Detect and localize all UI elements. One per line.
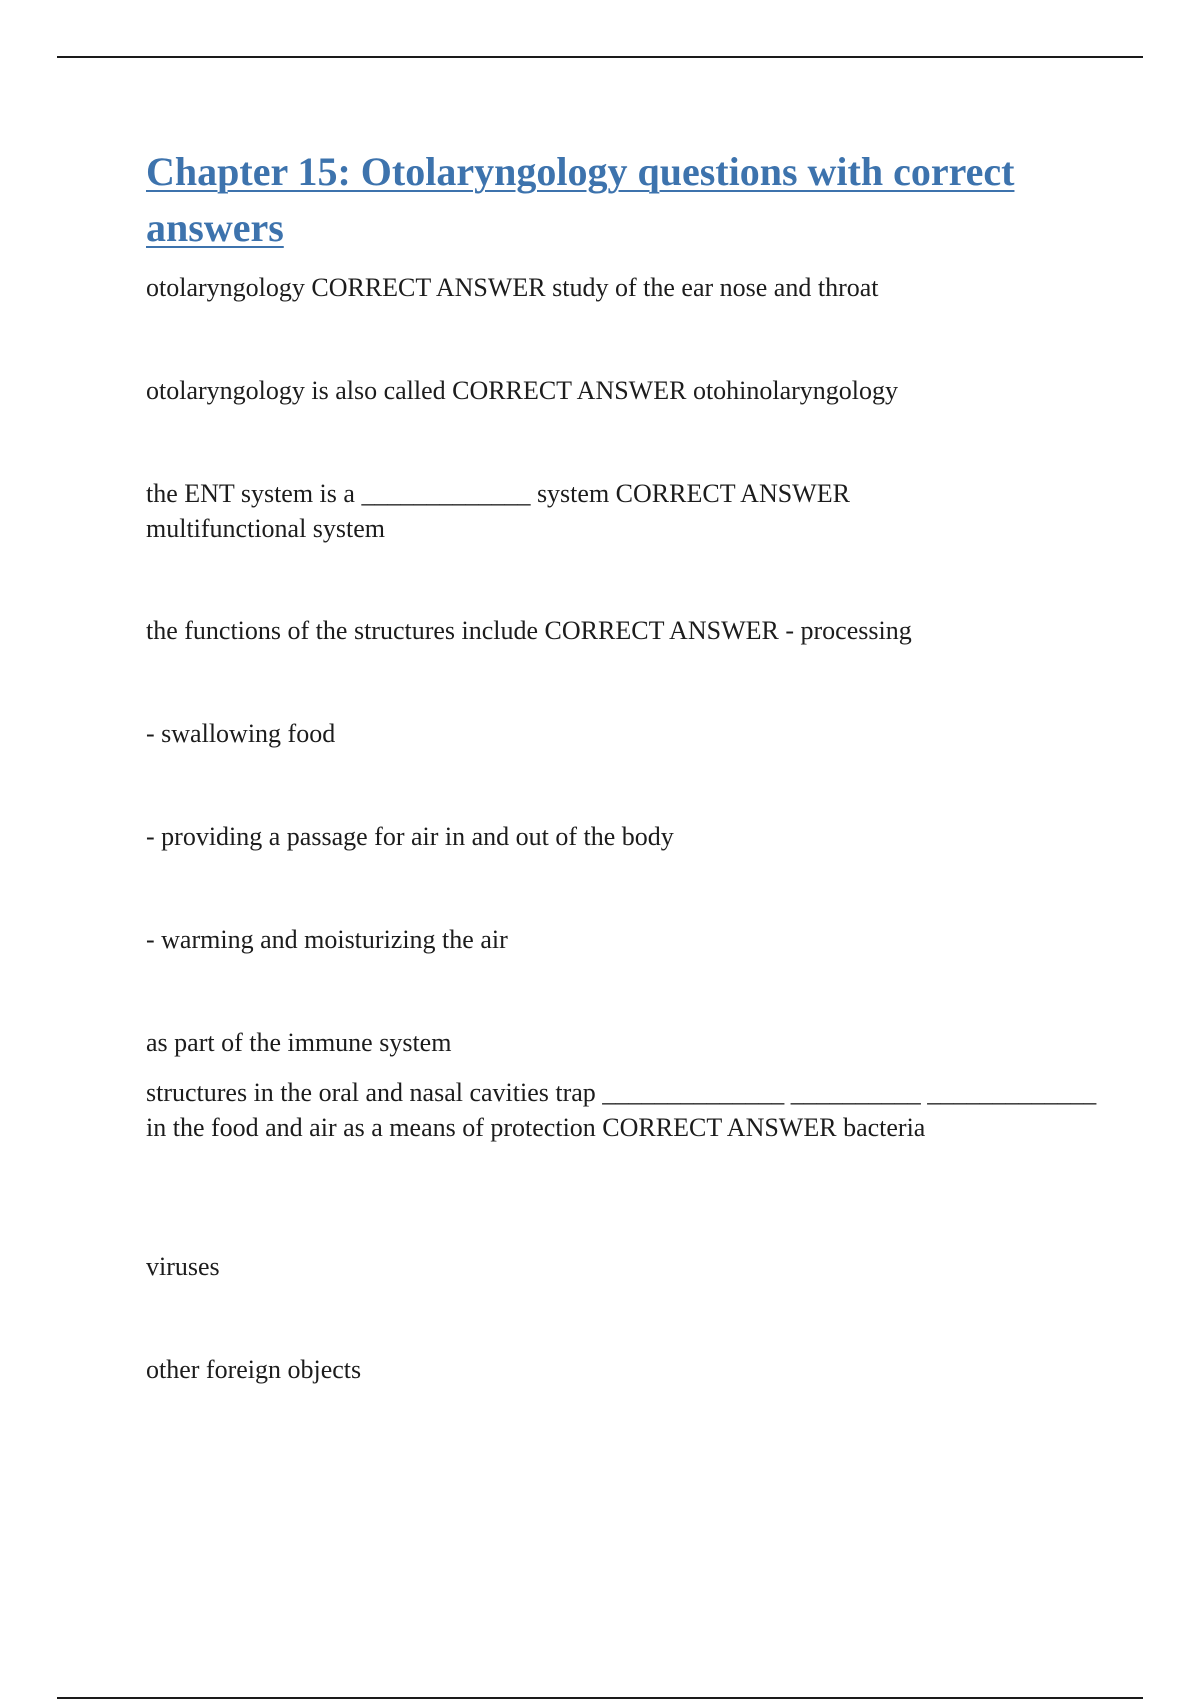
- paragraph-functions: the functions of the structures include CORRECT ANSWER - processing: [146, 616, 912, 645]
- bottom-rule: [57, 1697, 1143, 1699]
- paragraph-alternate-name: otolaryngology is also called CORRECT ANSWER otohinolaryngology: [146, 376, 899, 405]
- paragraph-structures-trap: structures in the oral and nasal cavities trap ______________ __________ _____________ in the food and air as a means of protection CORRECT ANSWER bacteria: [146, 1078, 1103, 1142]
- page-title: Chapter 15: Otolaryngology questions with correct answers: [146, 149, 1015, 250]
- list-item-swallowing: - swallowing food: [146, 719, 336, 748]
- paragraph-immune-system: as part of the immune system: [146, 1028, 452, 1057]
- list-item-viruses: viruses: [146, 1252, 220, 1281]
- paragraph-ent-system: the ENT system is a _____________ system CORRECT ANSWER multifunctional system: [146, 479, 857, 543]
- top-rule: [57, 56, 1143, 58]
- list-item-warming-air: - warming and moisturizing the air: [146, 925, 508, 954]
- list-item-foreign-objects: other foreign objects: [146, 1355, 362, 1384]
- paragraph-definition: otolaryngology CORRECT ANSWER study of the ear nose and throat: [146, 273, 879, 302]
- list-item-air-passage: - providing a passage for air in and out of the body: [146, 822, 674, 851]
